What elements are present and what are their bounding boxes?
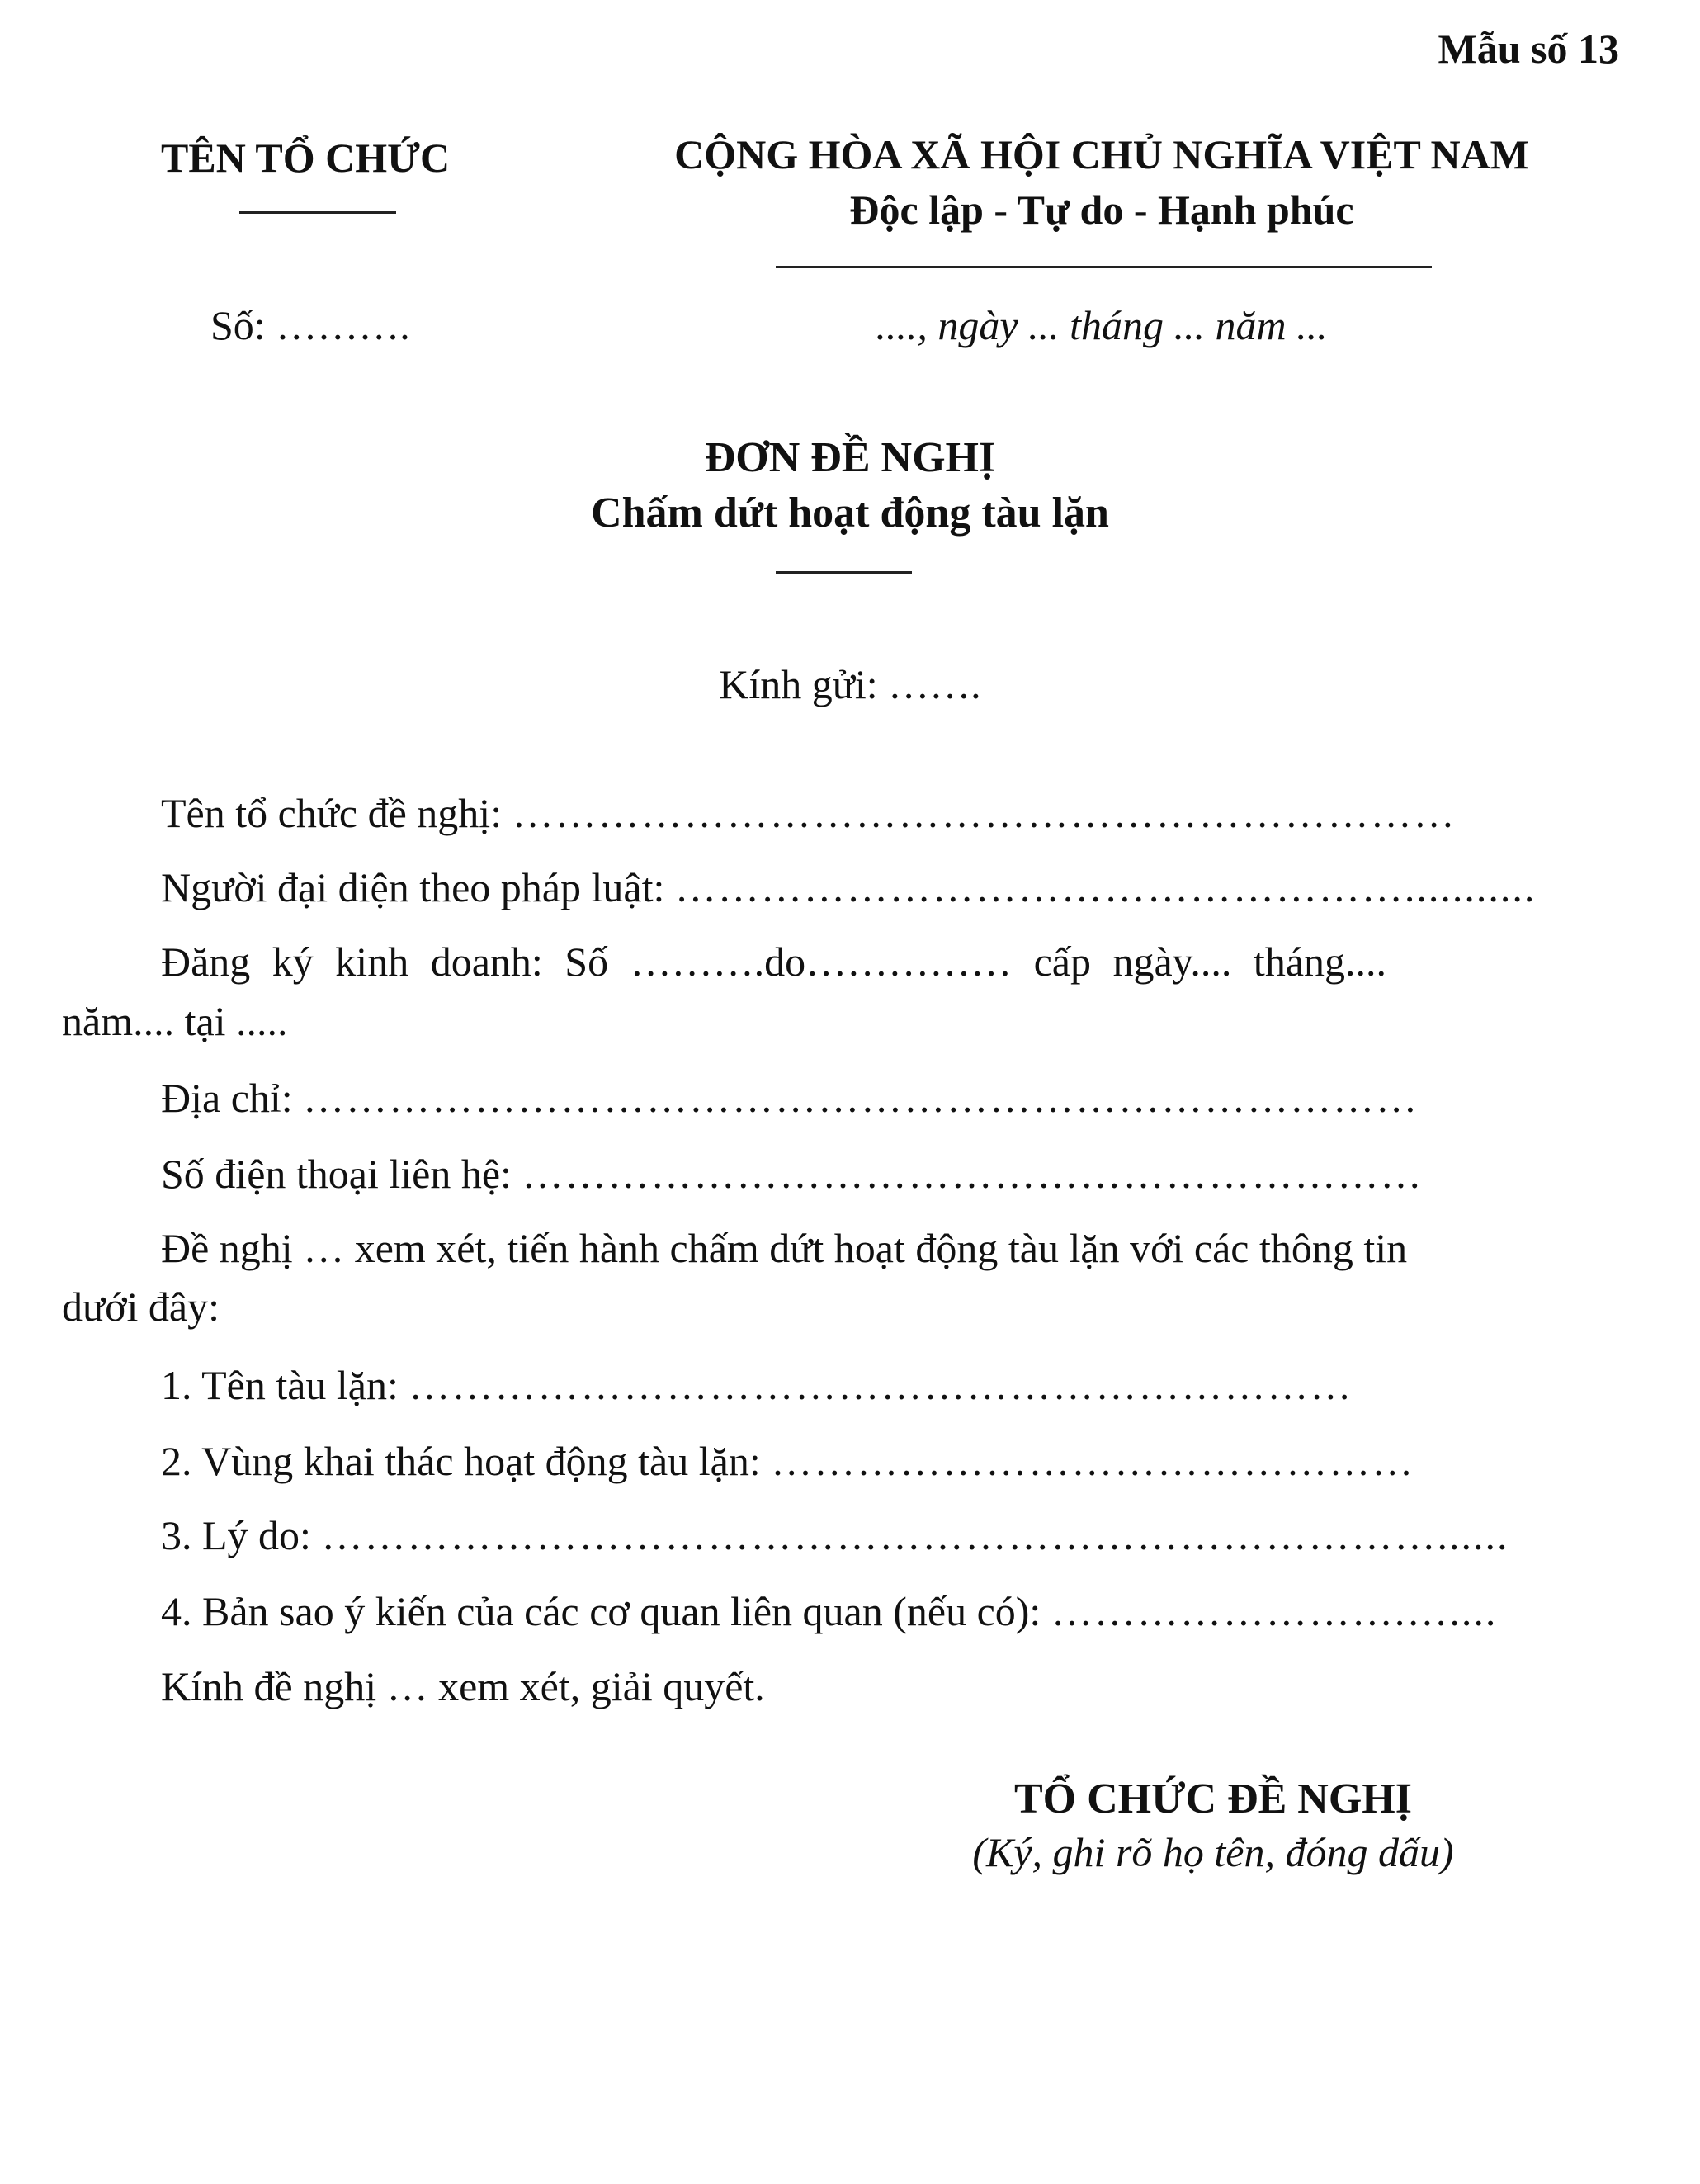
field-label: Người đại diện theo pháp luật:	[161, 864, 675, 910]
fill-blank[interactable]: …………………….…....	[1051, 1588, 1498, 1634]
field-business-registration	[161, 937, 1386, 986]
field-business-registration-cont	[62, 996, 288, 1046]
fill-blank[interactable]: ……………………………………………………………………......	[321, 1512, 1509, 1558]
org-name-heading: TÊN TỔ CHỨC	[161, 135, 451, 181]
motto-underline	[776, 266, 1432, 268]
field-label: Tên tổ chức đề nghị:	[161, 790, 512, 836]
item-label: 4. Bản sao ý kiến của các cơ quan liên quan (nếu có):	[161, 1588, 1051, 1634]
form-title: ĐƠN ĐỀ NGHỊ	[704, 434, 996, 481]
request-intro-line1: Đề nghị … xem xét, tiến hành chấm dứt hoạt động tàu lặn với các thông tin	[161, 1225, 1408, 1271]
fill-blank[interactable]: ……………………………………………...........	[674, 864, 1537, 910]
item-related-opinions	[161, 1586, 1497, 1636]
signature-title: TỔ CHỨC ĐỀ NGHỊ	[1014, 1775, 1412, 1822]
fill-blank[interactable]: …………………………………………………………	[408, 1362, 1353, 1408]
recipient-line: Kính gửi: …….	[719, 661, 981, 707]
fill-blank[interactable]: …………………………………………………………	[512, 790, 1457, 836]
document-number: Số: ……….	[210, 302, 410, 348]
field-label: Địa chỉ:	[161, 1075, 304, 1121]
signature-area[interactable]	[941, 1890, 1485, 2138]
org-name-underline	[239, 211, 396, 214]
fill-blank[interactable]: ………………………………………………………	[522, 1151, 1424, 1197]
form-subtitle: Chấm dứt hoạt động tàu lặn	[591, 489, 1109, 537]
field-org-name	[161, 788, 1457, 838]
item-label: 1. Tên tàu lặn:	[161, 1362, 409, 1408]
national-motto: Độc lập - Tự do - Hạnh phúc	[849, 187, 1354, 233]
item-vessel-name	[161, 1360, 1353, 1410]
field-label[interactable]: năm.... tại .....	[62, 998, 288, 1044]
date-line: ...., ngày ... tháng ... năm ...	[876, 302, 1328, 348]
field-legal-representative	[161, 863, 1536, 912]
country-heading: CỘNG HÒA XÃ HỘI CHỦ NGHĨA VIỆT NAM	[674, 131, 1529, 177]
fill-blank[interactable]: ………………………………………	[771, 1438, 1415, 1484]
title-underline	[776, 571, 912, 574]
item-operation-area	[161, 1436, 1414, 1486]
closing-line: Kính đề nghị … xem xét, giải quyết.	[161, 1663, 765, 1709]
form-number: Mẫu số 13	[1438, 26, 1619, 72]
item-label: 2. Vùng khai thác hoạt động tàu lặn:	[161, 1438, 772, 1484]
field-label: Đăng ký kinh doanh: Số	[161, 938, 630, 985]
item-label: 3. Lý do:	[161, 1512, 322, 1558]
field-phone	[161, 1149, 1423, 1198]
fill-blank[interactable]: ……………………………………………………………………	[303, 1075, 1419, 1121]
item-reason	[161, 1510, 1509, 1560]
signature-note: (Ký, ghi rõ họ tên, đóng dấu)	[972, 1829, 1454, 1875]
request-intro-line2: dưới đây:	[62, 1283, 220, 1330]
field-label: Số điện thoại liên hệ:	[161, 1151, 522, 1197]
fill-blank[interactable]: ……….do…………… cấp ngày.... tháng....	[630, 938, 1387, 985]
field-address	[161, 1073, 1419, 1123]
